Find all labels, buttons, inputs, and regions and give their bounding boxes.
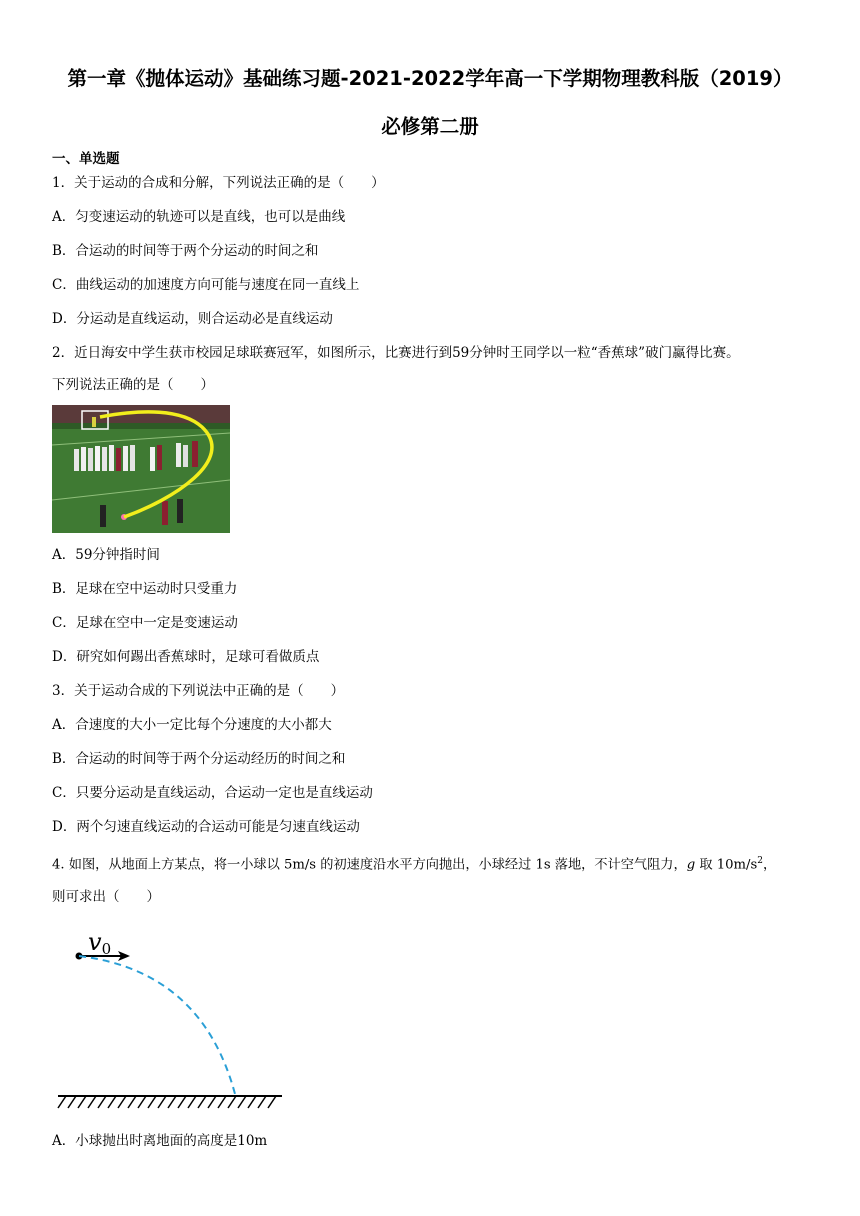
projectile-figure-svg: [52, 926, 292, 1116]
q2-stem-cont: 下列说法正确的是（ ）: [52, 377, 214, 393]
parabolic-trajectory: [79, 956, 235, 1094]
q4-stem-part1: 4. 如图，从地面上方某点，将一小球以 5m/s 的初速度沿水平方向抛出，小球经过 1s 落地，不计空气阻力，: [52, 857, 687, 873]
q1-option-d: D．分运动是直线运动，则合运动必是直线运动: [52, 311, 333, 327]
q4-g-symbol: g: [686, 857, 696, 873]
kicker-player: [100, 505, 106, 527]
q3-option-d: D．两个匀速直线运动的合运动可能是匀速直线运动: [52, 819, 360, 835]
goalkeeper: [92, 417, 96, 427]
q1-stem: 1．关于运动的合成和分解，下列说法正确的是（ ）: [52, 175, 385, 191]
q1-option-c: C．曲线运动的加速度方向可能与速度在同一直线上: [52, 277, 360, 293]
player: [162, 501, 168, 525]
q4-stem-part2: 取 10m/s: [695, 857, 758, 873]
v0-label: v0: [88, 928, 112, 958]
q2-stem: 2．近日海安中学生获市校园足球联赛冠军，如图所示，比赛进行到59分钟时王同学以一粒“香蕉球”破门赢得比赛。: [52, 345, 740, 361]
document-title: 第一章《抛体运动》基础练习题-2021-2022学年高一下学期物理教科版（2019）: [67, 67, 793, 90]
football-photo: [52, 405, 230, 533]
q1-option-b: B．合运动的时间等于两个分运动的时间之和: [52, 243, 319, 259]
q2-option-b: B．足球在空中运动时只受重力: [52, 581, 238, 597]
q4-stem-cont: 则可求出（ ）: [52, 889, 160, 905]
q3-option-b: B．合运动的时间等于两个分运动经历的时间之和: [52, 751, 346, 767]
q3-stem: 3．关于运动合成的下列说法中正确的是（ ）: [52, 683, 345, 699]
q4-superscript: 2: [757, 856, 763, 866]
projectile-figure: [52, 926, 292, 1116]
section-heading: 一、单选题: [52, 151, 120, 167]
ground-hatching: [58, 1096, 276, 1108]
football-photo-svg: [52, 405, 230, 533]
q4-option-a: A．小球抛出时离地面的高度是10m: [52, 1133, 268, 1149]
q2-option-c: C．足球在空中一定是变速运动: [52, 615, 238, 631]
q1-option-a: A．匀变速运动的轨迹可以是直线，也可以是曲线: [52, 209, 346, 225]
document-subtitle: 必修第二册: [381, 115, 479, 138]
referee: [177, 499, 183, 523]
q4-stem-part3: ，: [762, 857, 777, 873]
q2-option-a: A．59分钟指时间: [52, 547, 160, 563]
q3-option-a: A．合速度的大小一定比每个分速度的大小都大: [52, 717, 332, 733]
q2-option-d: D．研究如何踢出香蕉球时，足球可看做质点: [52, 649, 320, 665]
q4-stem: [52, 852, 776, 874]
q3-option-c: C．只要分运动是直线运动，合运动一定也是直线运动: [52, 785, 373, 801]
